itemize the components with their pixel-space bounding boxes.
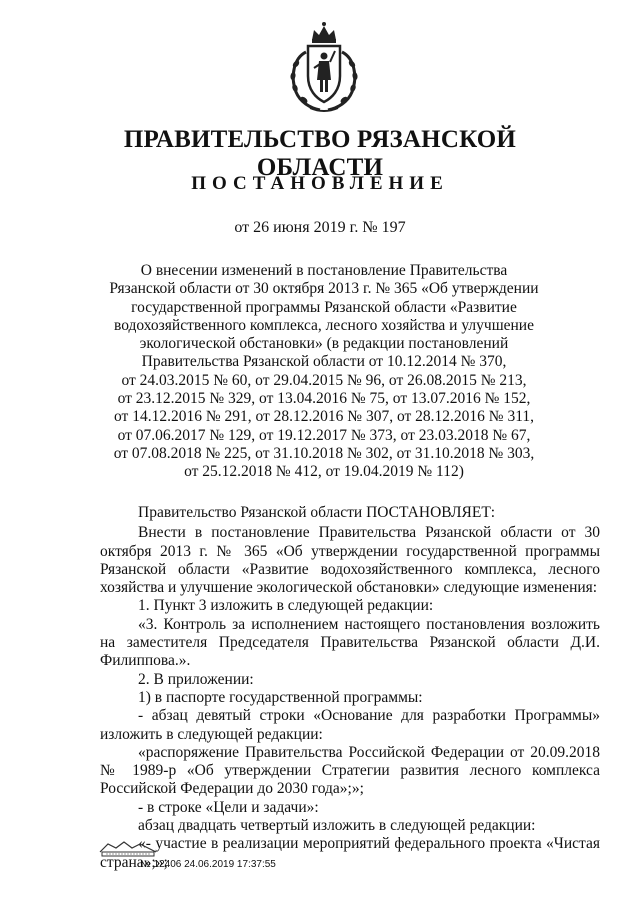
registration-stamp-icon [96,838,160,860]
body-item-2-1a-text: «распоряжение Правительства Российской Федерации от 20.09.2018 № 1989-р «Об утверждении Стратегии развития лесного комплекса Российской Федерации до 2030 года»;»; [100,743,600,798]
body-item-2-1a: - абзац девятый строки «Основание для разработки Программы» изложить в следующей редакции: [100,707,600,743]
subject-line: от 07.06.2017 № 129, от 19.12.2017 № 373, от 23.03.2018 № 67, [117,426,531,444]
document-body [100,504,600,872]
body-item-2-1b: - в строке «Цели и задачи»: [138,798,319,816]
body-item-2: 2. В приложении: [138,670,254,688]
subject-line: Правительства Рязанской области от 10.12.2014 № 370, [141,353,507,371]
subject-line: от 24.03.2015 № 60, от 29.04.2015 № 96, от 26.08.2015 № 213, [121,371,527,389]
subject-line: от 07.08.2018 № 225, от 31.10.2018 № 302, от 31.10.2018 № 303, [113,444,535,462]
subject-line: Рязанской области от 30 октября 2013 г. № 365 «Об утверждении [109,280,539,298]
subject-line: от 25.12.2018 № 412, от 19.04.2019 № 112) [184,463,464,481]
body-item-2-1b-para: абзац двадцать четвертый изложить в следующей редакции: [138,817,536,835]
document-type: ПОСТАНОВЛЕНИЕ [191,173,449,194]
body-paragraph-intro: Внести в постановление Правительства Рязанской области от 30 октября 2013 г. № 365 «Об утверждении государственной программы Рязанской области «Развитие водохозяйственного комплекса, лесного хозяйства и улучшение экологической обстановки» следующие изменения: [100,524,600,597]
subject-line: О внесении изменений в постановление Правительства [140,262,508,279]
subject-line: экологической обстановки» (в редакции постановлений [139,335,509,353]
document-footer [96,838,396,878]
registration-number: № 12406 24.06.2019 17:37:55 [140,859,276,870]
coat-of-arms-emblem [284,18,364,114]
document-date-number: от 26 июня 2019 г. № 197 [234,219,406,236]
subject-line: от 23.12.2015 № 329, от 13.04.2016 № 75, от 13.07.2016 № 152, [117,390,531,408]
body-item-2-1: 1) в паспорте государственной программы: [138,688,423,706]
body-item-1-text: «3. Контроль за исполнением настоящего постановления возложить на заместителя Председателя Правительства Рязанской области Д.И. Филиппова.». [100,615,600,670]
body-item-1: 1. Пункт 3 изложить в следующей редакции: [138,597,434,615]
subject-line: водохозяйственного комплекса, лесного хозяйства и улучшение [114,316,534,334]
decree-statement: Правительство Рязанской области ПОСТАНОВЛЯЕТ: [138,504,496,521]
body-item-2-1b-text: «- участие в реализации мероприятий федерального проекта «Чистая страна»;»; [100,835,600,871]
subject-line: от 14.12.2016 № 291, от 28.12.2016 № 307, от 28.12.2016 № 311, [114,408,534,426]
document-subject [96,262,552,482]
subject-line: государственной программы Рязанской области «Развитие [131,298,517,316]
government-title: ПРАВИТЕЛЬСТВО РЯЗАНСКОЙ ОБЛАСТИ [123,126,517,181]
